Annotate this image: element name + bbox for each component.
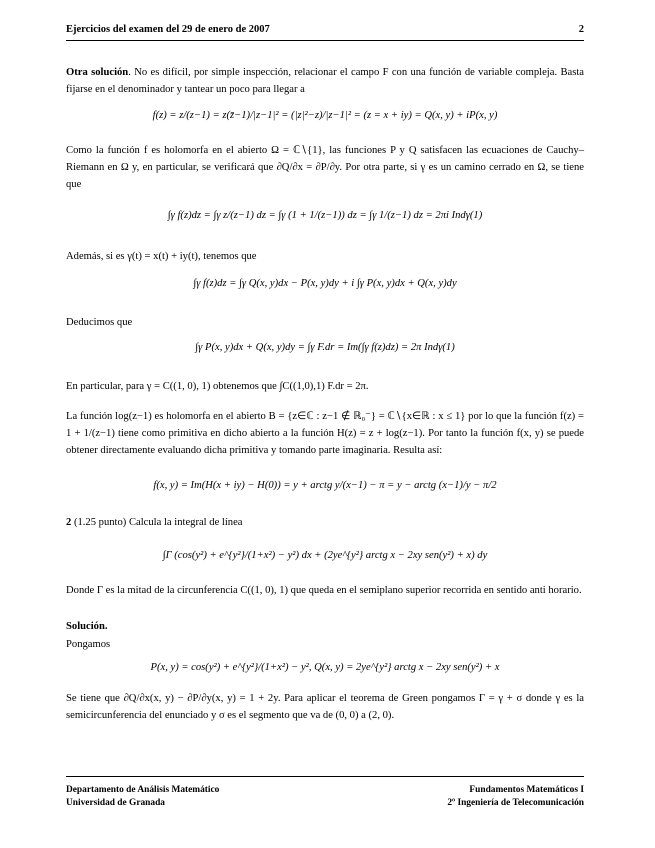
header-rule bbox=[66, 40, 584, 41]
problem-number: 2 bbox=[66, 517, 72, 528]
header-title: Ejercicios del examen del 29 de enero de 2007 bbox=[66, 24, 270, 35]
footer-department: Departamento de Análisis Matemático bbox=[66, 785, 220, 795]
solution-heading: Solución. bbox=[66, 621, 108, 632]
paragraph-pongamos: Pongamos bbox=[66, 639, 111, 650]
footer-degree: 2º Ingeniería de Telecomunicación bbox=[447, 798, 584, 808]
equation-field-integral: ∫γ P(x, y)dx + Q(x, y)dy = ∫γ F.dr = Im(∫γ f(z)dz) = 2π Indγ(1) bbox=[195, 342, 455, 353]
paragraph-holomorfa: Como la función f es holomorfa en el abierto Ω = ℂ∖{1}, las funciones P y Q satisfacen las ecuaciones de Cauchy–Riemann en Ω y, en particular, se verificará que ∂Q/∂x = ∂P/∂y. Por otra parte, si γ es un camino cerrado en Ω, se tiene que bbox=[66, 145, 584, 190]
problem-text: (1.25 punto) Calcula la integral de línea bbox=[71, 517, 243, 528]
paragraph-green: Se tiene que ∂Q/∂x(x, y) − ∂P/∂y(x, y) = 1 + 2y. Para aplicar el teorema de Green pongamos Γ = γ + σ donde γ es la semicircunferencia del enunciado y σ es el segmento que va de (0, 0) a (2, 0). bbox=[66, 693, 584, 721]
equation-integral-decomposition: ∫γ f(z)dz = ∫γ Q(x, y)dx − P(x, y)dy + i ∫γ P(x, y)dx + Q(x, y)dy bbox=[193, 278, 457, 289]
paragraph-ademas: Además, si es γ(t) = x(t) + iy(t), tenemos que bbox=[66, 251, 257, 262]
paragraph-en-particular: En particular, para γ = C((1, 0), 1) obtenemos que ∫C((1,0),1) F.dr = 2π. bbox=[66, 381, 369, 392]
document-page bbox=[66, 0, 584, 848]
equation-line-integral: ∫Γ (cos(y²) + e^{y²}/(1+x²) − y²) dx + (2ye^{y²} arctg x − 2xy sen(y²) + x) dy bbox=[162, 550, 488, 561]
page-header bbox=[66, 24, 584, 35]
page-number: 2 bbox=[578, 24, 584, 35]
paragraph-donde-gamma: Donde Γ es la mitad de la circunferencia C((1, 0), 1) que queda en el semiplano superior recorrida en sentido anti horario. bbox=[66, 585, 582, 596]
paragraph-otra-solucion bbox=[66, 64, 584, 98]
paragraph-text: . No es difícil, por simple inspección, relacionar el campo F con una función de variable compleja. Basta fijarse en el denominador y tantear un poco para llegar a bbox=[66, 67, 584, 95]
footer-right bbox=[447, 784, 584, 810]
paragraph-logaritmo: La función log(z−1) es holomorfa en el abierto B = {z∈ℂ : z−1 ∉ ℝ₀⁻} = ℂ∖{x∈ℝ : x ≤ 1} por lo que la función f(z) = 1 + 1/(z−1) tiene como primitiva en dicho abierto a la función H(z) = z + log(z−1). Por tanto la función f(x, y) se puede obtener directamente evaluando dicha primitiva y tomando parte imaginaria. Resulta así: bbox=[66, 411, 584, 456]
otra-solucion-label: Otra solución bbox=[66, 67, 129, 78]
footer-university: Universidad de Granada bbox=[66, 798, 165, 808]
footer-rule bbox=[66, 776, 584, 777]
problem-2-statement bbox=[66, 514, 584, 531]
paragraph-deducimos: Deducimos que bbox=[66, 317, 133, 328]
footer-course: Fundamentos Matemáticos I bbox=[469, 785, 584, 795]
equation-p-q-definitions: P(x, y) = cos(y²) + e^{y²}/(1+x²) − y², Q(x, y) = 2ye^{y²} arctg x − 2xy sen(y²) + x bbox=[150, 662, 500, 673]
equation-integral-f: ∫γ f(z)dz = ∫γ z/(z−1) dz = ∫γ (1 + 1/(z−1)) dz = ∫γ 1/(z−1) dz = 2πi Indγ(1) bbox=[167, 210, 483, 221]
equation-potential: f(x, y) = Im(H(x + iy) − H(0)) = y + arctg y/(x−1) − π = y − arctg (x−1)/y − π/2 bbox=[153, 480, 497, 491]
footer-left bbox=[66, 784, 219, 810]
equation-f-of-z: f(z) = z/(z−1) = z(z̄−1)/|z−1|² = (|z|²−z)/|z−1|² = (z = x + iy) = Q(x, y) + iP(x, y) bbox=[152, 110, 498, 121]
